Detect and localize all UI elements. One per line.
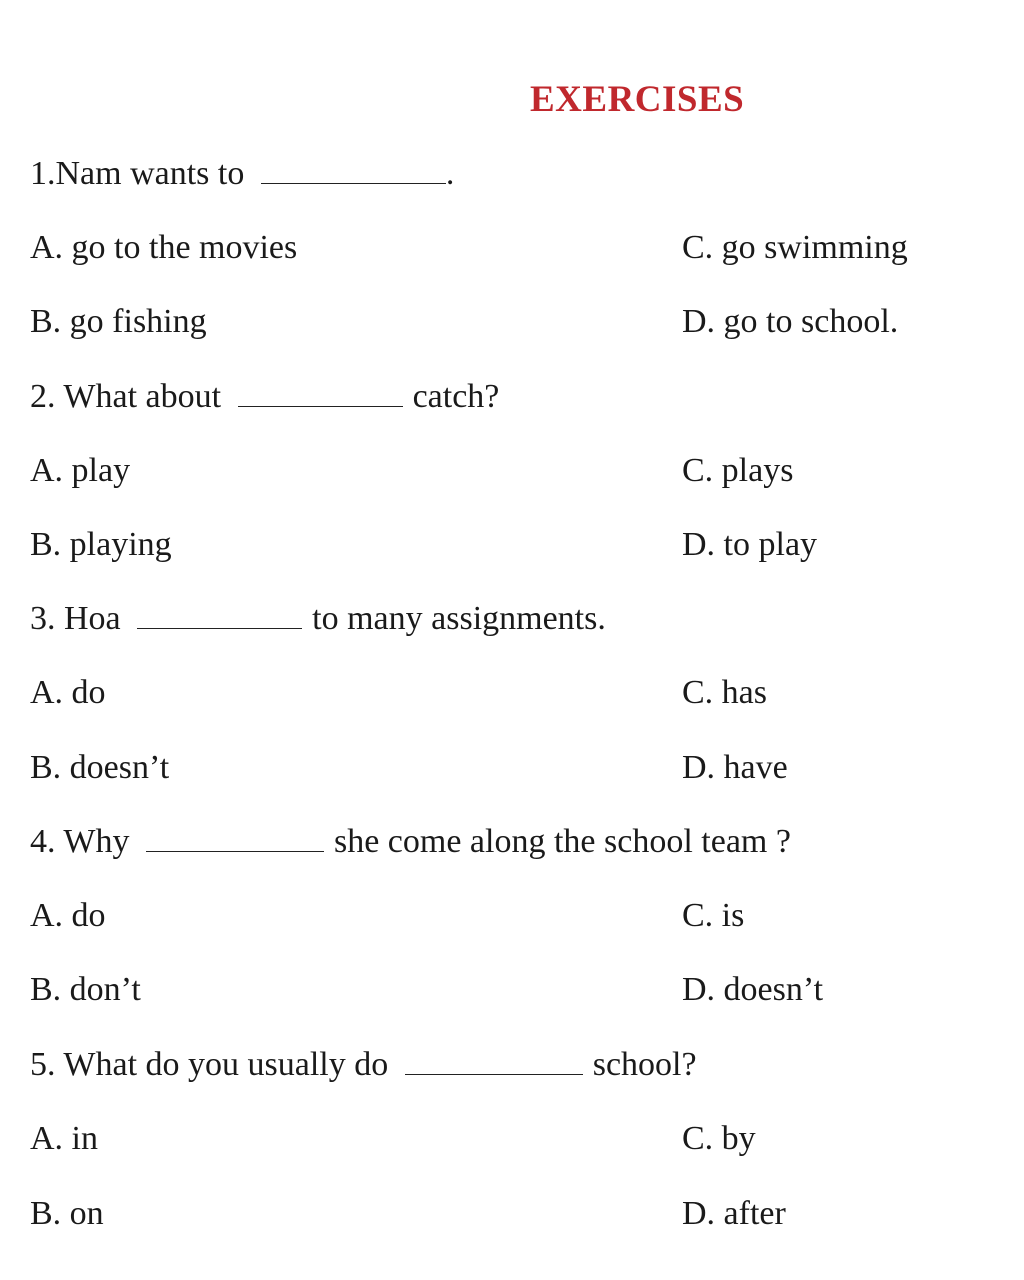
q1-option-c[interactable]: C. go swimming: [682, 229, 908, 266]
q5-option-b[interactable]: B. on: [30, 1195, 104, 1232]
q3-option-d[interactable]: D. have: [682, 749, 788, 786]
q1-option-b[interactable]: B. go fishing: [30, 303, 207, 340]
question-2: [30, 377, 499, 417]
q2-option-a[interactable]: A. play: [30, 452, 131, 489]
q1-option-d[interactable]: D. go to school.: [682, 303, 899, 340]
question-2-blank[interactable]: [238, 378, 403, 407]
question-3-text-end: to many assignments.: [312, 600, 606, 637]
question-4-text: 4. Why: [30, 823, 130, 860]
page-title: EXERCISES: [530, 79, 745, 120]
q5-option-c[interactable]: C. by: [682, 1120, 756, 1157]
q3-option-c[interactable]: C. has: [682, 674, 767, 711]
q4-option-a[interactable]: A. do: [30, 897, 106, 934]
q2-option-d[interactable]: D. to play: [682, 526, 818, 563]
question-5: [30, 1045, 697, 1085]
q5-option-d[interactable]: D. after: [682, 1195, 786, 1232]
q4-option-d[interactable]: D. doesn’t: [682, 971, 824, 1008]
question-4-blank[interactable]: [146, 823, 324, 852]
question-5-blank[interactable]: [405, 1046, 583, 1075]
question-2-text: 2. What about: [30, 378, 222, 415]
question-1-text: 1.Nam wants to: [30, 155, 245, 192]
q2-option-b[interactable]: B. playing: [30, 526, 172, 563]
question-4: [30, 822, 791, 862]
question-2-text-end: catch?: [412, 378, 500, 415]
question-3: [30, 599, 606, 639]
q5-option-a[interactable]: A. in: [30, 1120, 98, 1157]
question-4-text-end: she come along the school team ?: [333, 823, 791, 860]
q4-option-c[interactable]: C. is: [682, 897, 745, 934]
question-3-blank[interactable]: [137, 600, 302, 629]
question-1-blank[interactable]: [261, 155, 446, 184]
question-1-text-end: .: [445, 155, 455, 192]
question-3-text: 3. Hoa: [30, 600, 121, 637]
q1-option-a[interactable]: A. go to the movies: [30, 229, 298, 266]
q3-option-b[interactable]: B. doesn’t: [30, 749, 170, 786]
question-1: [30, 154, 454, 194]
question-5-text: 5. What do you usually do: [30, 1046, 389, 1083]
q3-option-a[interactable]: A. do: [30, 674, 106, 711]
q2-option-c[interactable]: C. plays: [682, 452, 794, 489]
question-5-text-end: school?: [592, 1046, 697, 1083]
q4-option-b[interactable]: B. don’t: [30, 971, 141, 1008]
